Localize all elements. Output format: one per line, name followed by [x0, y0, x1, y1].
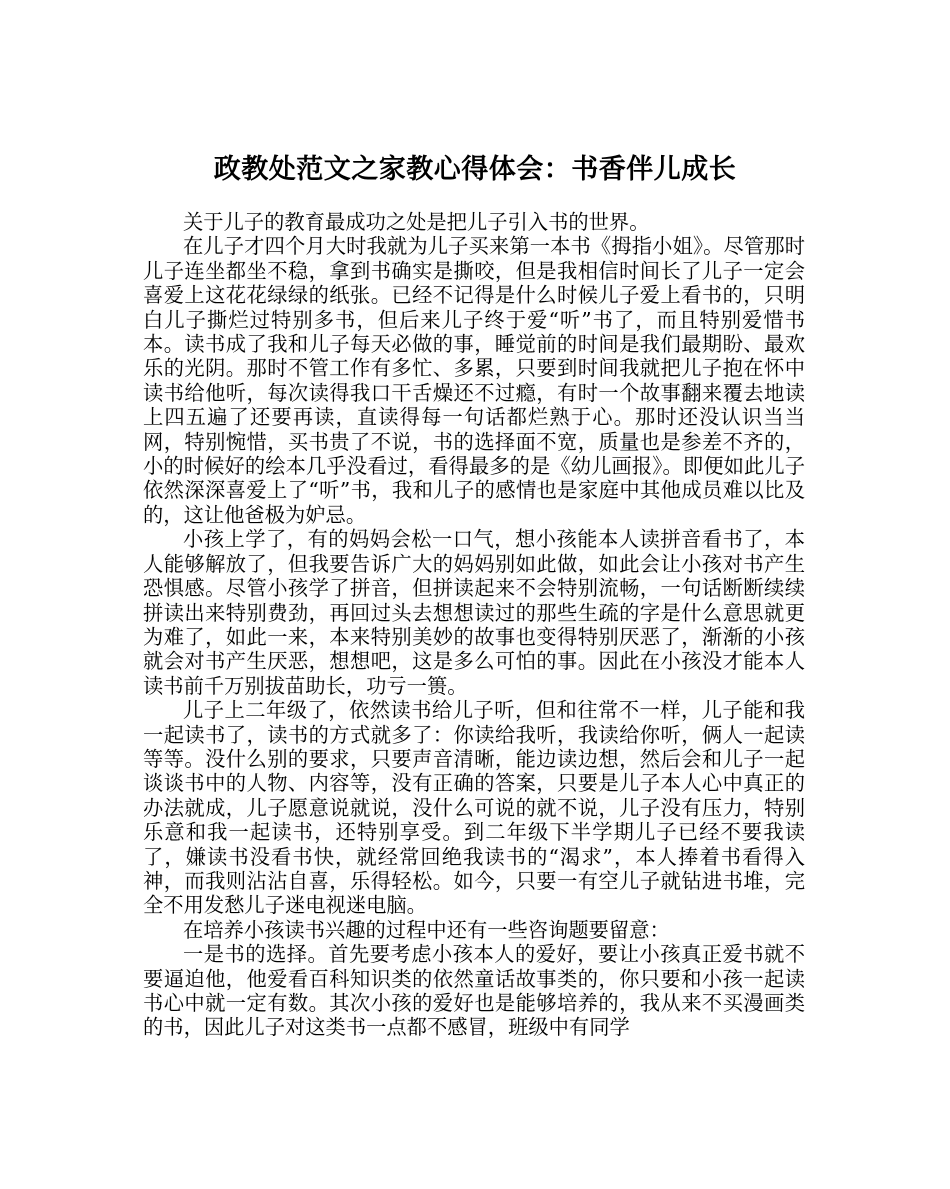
- paragraph-school-start: 小孩上学了，有的妈妈会松一口气，想小孩能本人读拼音看书了，本人能够解放了，但我要告诉广大的妈妈别如此做，如此会让小孩对书产生恐惧感。尽管小孩学了拼音，但拼读起来不会特别流畅，一句话断断续续拼读出来特别费劲，再回过头去想想读过的那些生疏的字是什么意思就更为难了，如此一来，本来特别美妙的故事也变得特别厌恶了，渐渐的小孩就会对书产生厌恶，想想吧，这是多么可怕的事。因此在小孩没才能本人读书前千万别拔苗助长，功亏一篑。: [143, 527, 805, 698]
- document-title: 政教处范文之家教心得体会：书香伴儿成长: [213, 154, 737, 186]
- paragraph-second-grade: 儿子上二年级了，依然读书给儿子听，但和往常不一样，儿子能和我一起读书了，读书的方式就多了：你读给我听，我读给你听，俩人一起读等等。没什么别的要求，只要声音清晰，能边读边想，然后会和儿子一起谈谈书中的人物、内容等，没有正确的答案，只要是儿子本人心中真正的办法就成，儿子愿意说就说，没什么可说的就不说，儿子没有压力，特别乐意和我一起读书，还特别享受。到二年级下半学期儿子已经不要我读了，嫌读书没看书快，就经常回绝我读书的“渴求”，本人捧着书看得入神，而我则沾沾自喜，乐得轻松。如今，只要一有空儿子就钻进书堆，完全不用发愁儿子迷电视迷电脑。: [143, 698, 805, 918]
- paragraph-notes-intro: 在培养小孩读书兴趣的过程中还有一些咨询题要留意：: [183, 917, 670, 942]
- paragraph-book-selection: 一是书的选择。首先要考虑小孩本人的爱好，要让小孩真正爱书就不要逼迫他，他爱看百科知识类的依然童话故事类的，你只要和小孩一起读书心中就一定有数。其次小孩的爱好也是能够培养的，我从来不买漫画类的书，因此儿子对这类书一点都不感冒，班级中有同学: [143, 942, 805, 1040]
- paragraph-early-reading: 在儿子才四个月大时我就为儿子买来第一本书《拇指小姐》。尽管那时儿子连坐都坐不稳，拿到书确实是撕咬，但是我相信时间长了儿子一定会喜爱上这花花绿绿的纸张。已经不记得是什么时候儿子爱上看书的，只明白儿子撕烂过特别多书，但后来儿子终于爱“听”书了，而且特别爱惜书本。读书成了我和儿子每天必做的事，睡觉前的时间是我们最期盼、最欢乐的光阴。那时不管工作有多忙、多累，只要到时间我就把儿子抱在怀中读书给他听，每次读得我口干舌燥还不过瘾，有时一个故事翻来覆去地读上四五遍了还要再读，直读得每一句话都烂熟于心。那时还没认识当当网，特别惋惜，买书贵了不说，书的选择面不宽，质量也是参差不齐的，小的时候好的绘本几乎没看过，看得最多的是《幼儿画报》。即便如此儿子依然深深喜爱上了“听”书，我和儿子的感情也是家庭中其他成员难以比及的，这让他爸极为妒忌。: [143, 234, 805, 527]
- document-body: [143, 210, 805, 1040]
- paragraph-intro: 关于儿子的教育最成功之处是把儿子引入书的世界。: [183, 210, 650, 234]
